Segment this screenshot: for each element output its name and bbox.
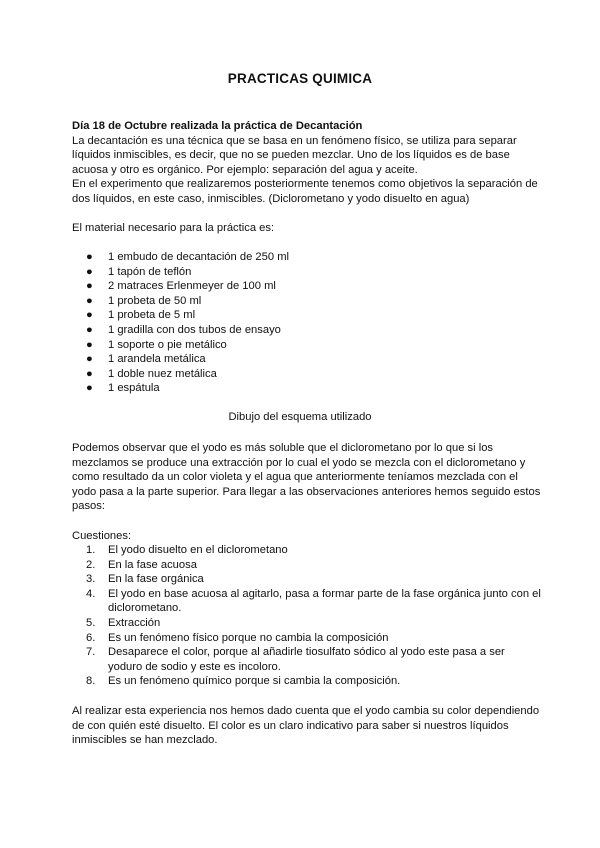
bullet-icon: ●: [86, 338, 93, 351]
list-item: 7. Desaparece el color, porque al añadirle tiosulfato sódico al yodo este pasa a ser yoduro de sodio y este es incoloro.: [86, 646, 505, 673]
list-item: ● 2 matraces Erlenmeyer de 100 ml: [86, 280, 276, 293]
bullet-icon: ●: [86, 251, 93, 263]
bullet-icon: ●: [86, 294, 93, 307]
intro-paragraph-2: En el experimento que realizaremos posteriormente tenemos como objetivos la separación de dos líquidos, en este caso, inmiscibles. (Diclorometano y yodo disuelto en agua): [72, 178, 538, 205]
questions-heading: Cuestiones:: [72, 530, 132, 542]
list-item: ● 1 tapón de teflón: [86, 265, 192, 278]
diagram-caption: Dibujo del esquema utilizado: [228, 411, 372, 423]
materials-intro: El material necesario para la práctica es:: [72, 222, 275, 234]
bullet-icon: ●: [86, 382, 93, 395]
list-number: 2.: [86, 558, 96, 571]
intro-heading: Día 18 de Octubre realizada la práctica de Decantación: [72, 120, 363, 132]
list-number: 1.: [86, 544, 96, 556]
page-title: PRACTICAS QUIMICA: [227, 71, 373, 86]
list-item: ● 1 probeta de 5 ml: [86, 309, 196, 322]
list-number: 7.: [86, 646, 96, 659]
list-item: 1. El yodo disuelto en el diclorometano: [86, 544, 288, 556]
list-item: ● 1 embudo de decantación de 250 ml: [86, 251, 289, 263]
list-item: ● 1 soporte o pie metálico: [86, 338, 227, 351]
intro-section: [72, 119, 542, 207]
list-item: ● 1 doble nuez metálica: [86, 367, 217, 380]
list-item: 2. En la fase acuosa: [86, 558, 197, 571]
list-item: ● 1 probeta de 50 ml: [86, 294, 202, 307]
bullet-icon: ●: [86, 353, 93, 366]
list-number: 8.: [86, 675, 96, 688]
list-item: 3. En la fase orgánica: [86, 573, 204, 586]
list-number: 4.: [86, 587, 96, 600]
conclusion-paragraph: Al realizar esta experiencia nos hemos dado cuenta que el yodo cambia su color dependiendo de con quién esté disuelto. El color es un claro indicativo para saber si nuestros líquidos inmiscibles se han mezclado.: [72, 705, 540, 747]
list-number: 6.: [86, 631, 96, 644]
list-item: 8. Es un fenómeno químico porque si cambia la composición.: [86, 675, 401, 688]
list-item: ● 1 gradilla con dos tubos de ensayo: [86, 323, 281, 336]
questions-list: [72, 543, 542, 689]
materials-list: [72, 250, 289, 396]
list-item: 6. Es un fenómeno físico porque no cambia la composición: [86, 631, 389, 644]
list-item: 4. El yodo en base acuosa al agitarlo, pasa a formar parte de la fase orgánica junto con el diclorometano.: [86, 587, 541, 615]
list-item: ● 1 espátula: [86, 382, 160, 395]
bullet-icon: ●: [86, 367, 93, 380]
observation-paragraph: Podemos observar que el yodo es más soluble que el diclorometano por lo que si los mezclamos se produce una extracción por lo cual el yodo se mezcla con el diclorometano y como resultado da un color violeta y el agua que anteriormente teníamos mezclada con el yodo pasa a la parte superior. Para llegar a las observaciones anteriores hemos seguido estos pasos:: [72, 442, 541, 513]
bullet-icon: ●: [86, 309, 93, 322]
list-item: ● 1 arandela metálica: [86, 353, 206, 366]
list-item: 5. Extracción: [86, 616, 161, 629]
bullet-icon: ●: [86, 323, 93, 336]
bullet-icon: ●: [86, 265, 93, 278]
list-number: 3.: [86, 573, 96, 586]
list-number: 5.: [86, 616, 96, 629]
bullet-icon: ●: [86, 280, 93, 293]
intro-paragraph-1: La decantación es una técnica que se basa en un fenómeno físico, se utiliza para separar líquidos inmiscibles, es decir, que no se pueden mezclar. Uno de los líquidos es de base acuosa y otro es orgánico. Por ejemplo: separación del agua y aceite.: [72, 134, 517, 176]
